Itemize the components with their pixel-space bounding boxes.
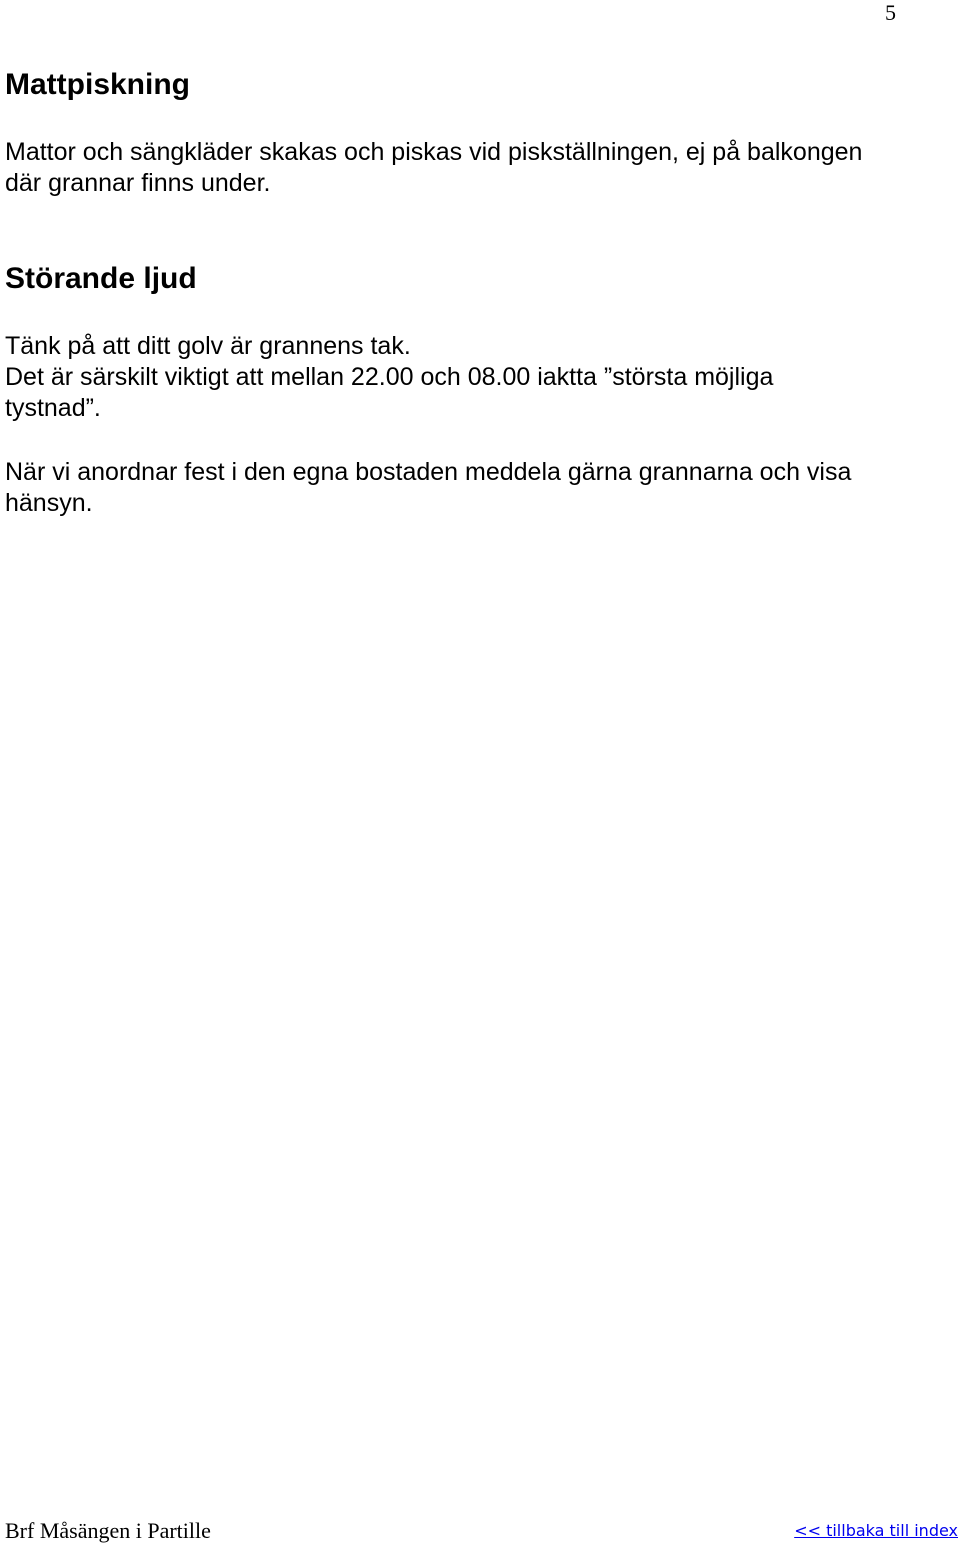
section-title-storande-ljud: Störande ljud (5, 262, 197, 295)
page-number: 5 (885, 0, 896, 25)
paragraph-tystnad: Det är särskilt viktigt att mellan 22.00 och 08.00 iaktta ”största möjliga tystnad”. (5, 363, 774, 422)
paragraph-golv-tak: Tänk på att ditt golv är grannens tak. (5, 332, 411, 360)
section-title-mattpiskning: Mattpiskning (5, 68, 190, 101)
footer-organization: Brf Måsängen i Partille (5, 1518, 211, 1543)
back-to-index-link[interactable]: << tillbaka till index (794, 1521, 958, 1540)
paragraph-mattpiskning: Mattor och sängkläder skakas och piskas vid piskställningen, ej på balkongen där grannar finns under. (5, 138, 863, 197)
paragraph-fest: När vi anordnar fest i den egna bostaden meddela gärna grannarna och visa hänsyn. (5, 458, 852, 517)
